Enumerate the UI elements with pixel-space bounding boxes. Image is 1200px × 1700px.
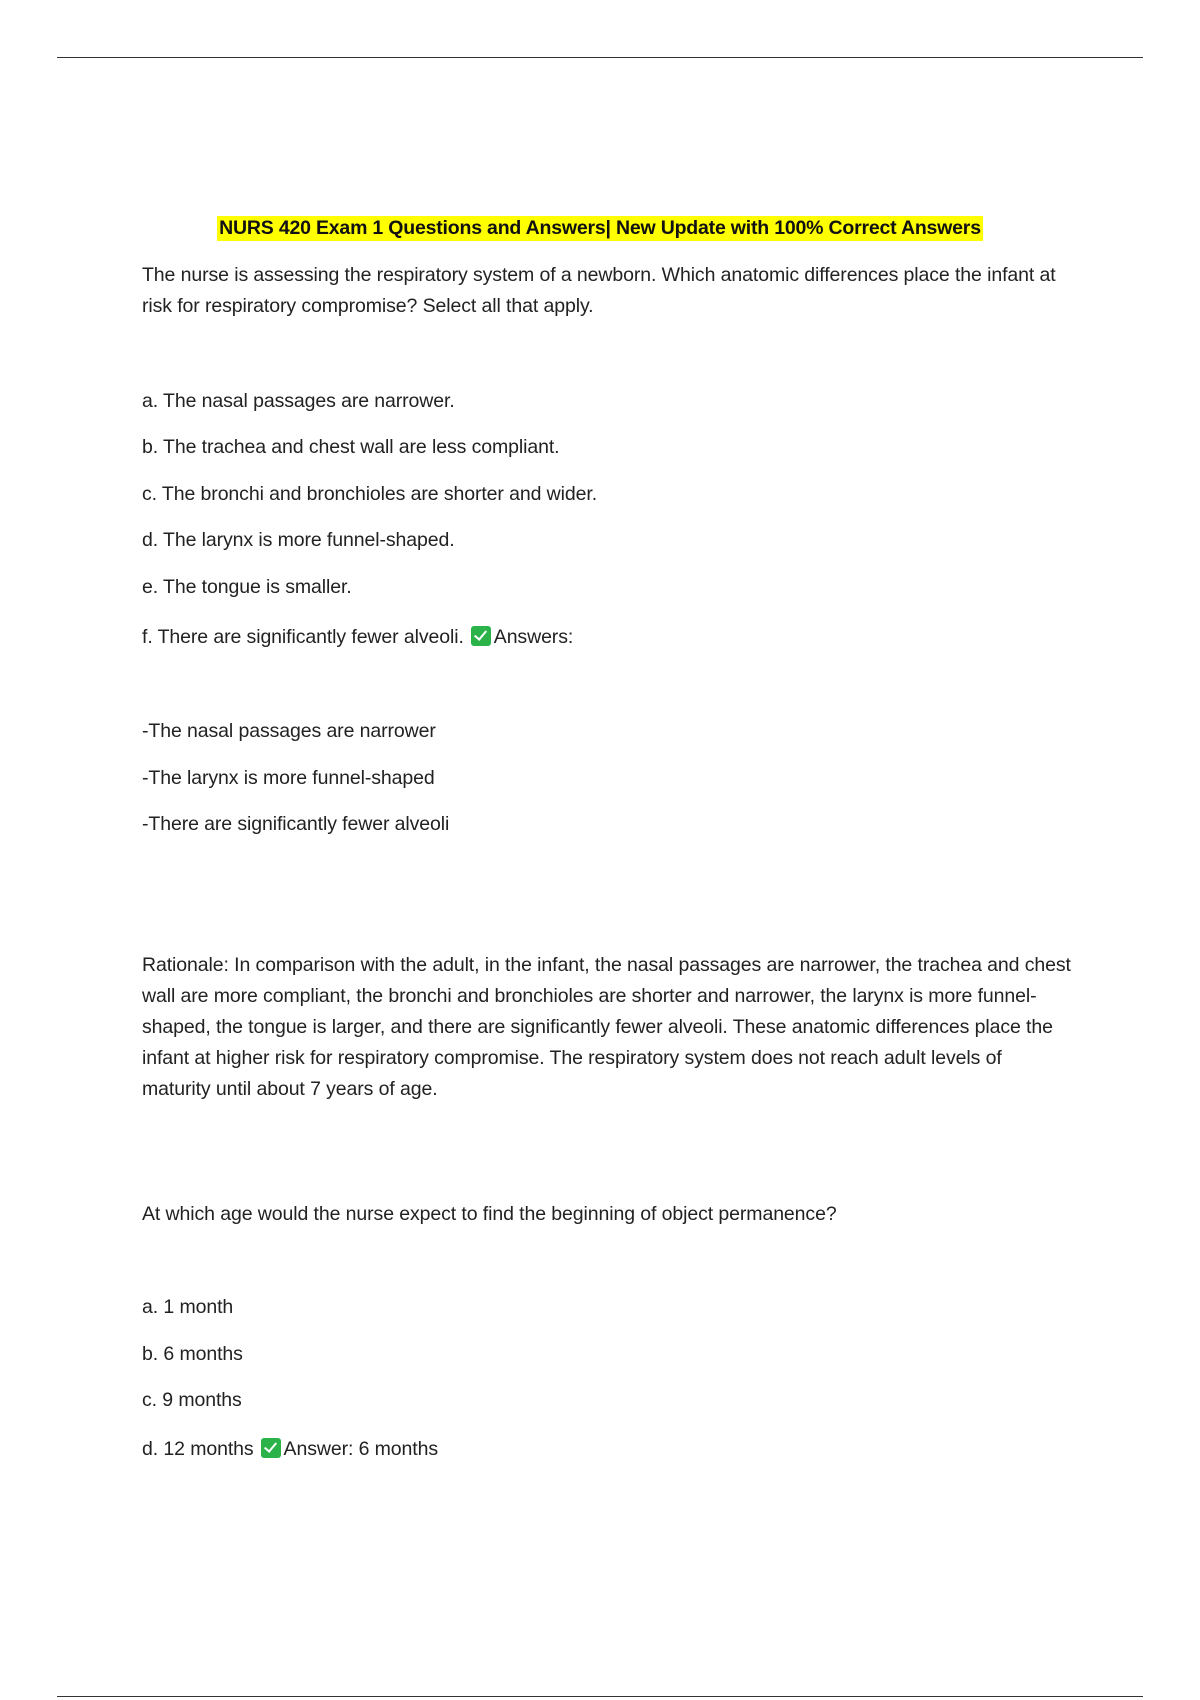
q1-answer-1: -The nasal passages are narrower [142, 720, 436, 742]
q1-option-c: c. The bronchi and bronchioles are shorter and wider. [142, 483, 598, 505]
q2-answer-label: Answer: 6 months [283, 1438, 439, 1460]
document-title: NURS 420 Exam 1 Questions and Answers| New Update with 100% Correct Answers [219, 217, 981, 239]
q2-option-c: c. 9 months [142, 1389, 242, 1411]
q1-option-f-line [142, 622, 573, 653]
title-container [0, 216, 1200, 241]
q2-option-d-line [142, 1434, 438, 1465]
q1-answer-2: -The larynx is more funnel-shaped [142, 767, 435, 789]
q1-option-d: d. The larynx is more funnel-shaped. [142, 529, 455, 551]
q1-answer-3: -There are significantly fewer alveoli [142, 813, 450, 835]
q1-rationale: Rationale: In comparison with the adult, in the infant, the nasal passages are narrower, the trachea and chest wall are more compliant, the bronchi and bronchioles are shorter and narrower, the larynx is more funnel-shaped, the tongue is larger, and there are significantly fewer alveoli. These anatomic differences place the infant at higher risk for respiratory compromise. The respiratory system does not reach adult levels of maturity until about 7 years of age. [142, 954, 1071, 1100]
q2-option-d: d. 12 months [142, 1438, 254, 1460]
q1-answer-label: Answers: [493, 626, 574, 648]
question-2-stem: At which age would the nurse expect to find the beginning of object permanence? [142, 1203, 837, 1225]
q2-option-b: b. 6 months [142, 1343, 243, 1365]
q1-option-f: f. There are significantly fewer alveoli. [142, 626, 464, 648]
check-icon [471, 626, 491, 646]
q1-option-a: a. The nasal passages are narrower. [142, 390, 455, 412]
check-icon [261, 1438, 281, 1458]
q1-option-e: e. The tongue is smaller. [142, 576, 352, 598]
bottom-rule [57, 1696, 1143, 1697]
question-1-stem: The nurse is assessing the respiratory system of a newborn. Which anatomic differences place the infant at risk for respiratory compromise? Select all that apply. [142, 264, 1056, 317]
q1-option-b: b. The trachea and chest wall are less compliant. [142, 436, 560, 458]
top-rule [57, 57, 1143, 58]
q2-option-a: a. 1 month [142, 1296, 234, 1318]
